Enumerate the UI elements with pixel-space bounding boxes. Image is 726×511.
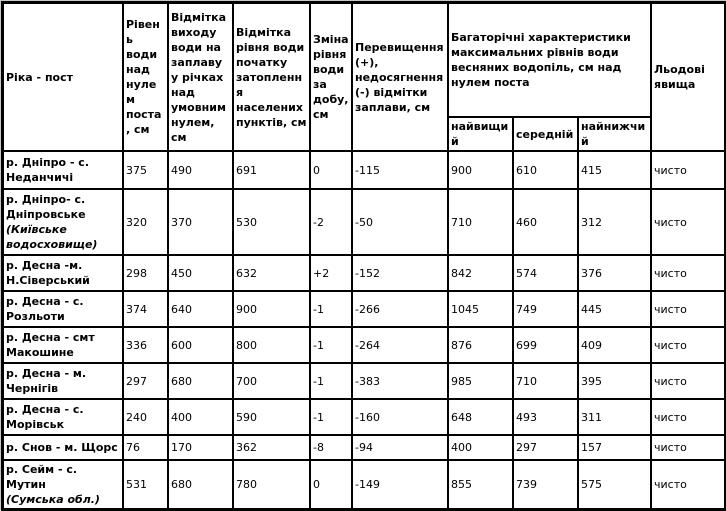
mean-level-cell: 739 [513,460,578,509]
header-row-main [3,3,725,117]
table-row [3,435,725,460]
ice-phenomena-cell: чисто [651,189,725,255]
floodplain-mark-cell: 680 [168,460,233,509]
floodplain-mark-cell: 680 [168,363,233,399]
ice-phenomena-cell: чисто [651,255,725,291]
table-row [3,363,725,399]
highest-level-cell: 648 [448,399,513,435]
settlement-mark-cell: 590 [233,399,310,435]
ice-phenomena-cell: чисто [651,399,725,435]
highest-level-cell: 855 [448,460,513,509]
daily-change-cell: +2 [310,255,352,291]
header-river-post: Ріка - пост [3,3,123,151]
highest-level-cell: 876 [448,327,513,363]
table-row [3,151,725,189]
river-post-name: р. Дніпро- с. Дніпровське [6,193,86,221]
settlement-mark-cell: 900 [233,291,310,327]
floodplain-mark-cell: 490 [168,151,233,189]
daily-change-cell: 0 [310,151,352,189]
mean-level-cell: 699 [513,327,578,363]
daily-change-cell: -1 [310,363,352,399]
header-multiyear-max-levels: Багаторічні характеристики максимальних рівнів води весняних водопіль, см над нулем поста [448,3,651,117]
header-daily-change: Зміна рівня води за добу, см [310,3,352,151]
river-post-cell [3,363,123,399]
daily-change-cell: -1 [310,291,352,327]
daily-change-cell: -8 [310,435,352,460]
settlement-mark-cell: 800 [233,327,310,363]
daily-change-cell: -1 [310,327,352,363]
highest-level-cell: 710 [448,189,513,255]
lowest-level-cell: 409 [578,327,651,363]
river-post-name: р. Десна -м. Н.Сіверський [6,259,90,287]
river-post-note: (Сумська обл.) [6,493,100,506]
water-level-cell: 531 [123,460,168,509]
water-level-cell: 298 [123,255,168,291]
exceedance-cell: -152 [352,255,448,291]
river-post-cell [3,399,123,435]
lowest-level-cell: 376 [578,255,651,291]
ice-phenomena-cell: чисто [651,151,725,189]
floodplain-mark-cell: 370 [168,189,233,255]
exceedance-cell: -383 [352,363,448,399]
river-post-name: р. Десна - с. Морівськ [6,403,84,431]
settlement-mark-cell: 632 [233,255,310,291]
river-post-name: р. Десна - м. Чернігів [6,367,87,395]
floodplain-mark-cell: 170 [168,435,233,460]
river-post-name: р. Сейм - с. Мутин [6,463,78,491]
lowest-level-cell: 395 [578,363,651,399]
table-row [3,327,725,363]
exceedance-cell: -264 [352,327,448,363]
header-settlement-flood-mark: Відмітка рівня води початку затоплення населених пунктів, см [233,3,310,151]
exceedance-cell: -50 [352,189,448,255]
mean-level-cell: 710 [513,363,578,399]
exceedance-cell: -160 [352,399,448,435]
highest-level-cell: 1045 [448,291,513,327]
water-level-cell: 374 [123,291,168,327]
water-level-cell: 336 [123,327,168,363]
river-post-cell [3,151,123,189]
floodplain-mark-cell: 600 [168,327,233,363]
exceedance-cell: -266 [352,291,448,327]
water-level-cell: 375 [123,151,168,189]
exceedance-cell: -149 [352,460,448,509]
river-post-note: (Київське водосховище) [6,223,98,251]
header-ice-phenomena: Льодові явища [651,3,725,151]
subheader-highest: найвищий [448,117,513,151]
mean-level-cell: 749 [513,291,578,327]
exceedance-cell: -94 [352,435,448,460]
lowest-level-cell: 312 [578,189,651,255]
river-post-name: р. Десна - с. Розльоти [6,295,84,323]
table-row [3,460,725,509]
river-post-cell [3,255,123,291]
river-post-name: р. Десна - смт Макошине [6,331,95,359]
ice-phenomena-cell: чисто [651,291,725,327]
water-level-cell: 240 [123,399,168,435]
mean-level-cell: 493 [513,399,578,435]
lowest-level-cell: 157 [578,435,651,460]
settlement-mark-cell: 362 [233,435,310,460]
river-post-cell [3,460,123,509]
table-row [3,255,725,291]
mean-level-cell: 610 [513,151,578,189]
river-post-cell [3,435,123,460]
settlement-mark-cell: 691 [233,151,310,189]
highest-level-cell: 400 [448,435,513,460]
settlement-mark-cell: 780 [233,460,310,509]
daily-change-cell: 0 [310,460,352,509]
daily-change-cell: -2 [310,189,352,255]
river-post-cell [3,291,123,327]
river-post-name: р. Дніпро - с. Неданчичі [6,156,90,184]
header-water-level: Рівень води над нулем поста, см [123,3,168,151]
table-row [3,399,725,435]
floodplain-mark-cell: 640 [168,291,233,327]
highest-level-cell: 842 [448,255,513,291]
water-level-cell: 297 [123,363,168,399]
daily-change-cell: -1 [310,399,352,435]
table-row [3,291,725,327]
mean-level-cell: 297 [513,435,578,460]
ice-phenomena-cell: чисто [651,327,725,363]
river-post-cell [3,189,123,255]
settlement-mark-cell: 700 [233,363,310,399]
ice-phenomena-cell: чисто [651,460,725,509]
lowest-level-cell: 575 [578,460,651,509]
water-level-cell: 76 [123,435,168,460]
ice-phenomena-cell: чисто [651,363,725,399]
floodplain-mark-cell: 400 [168,399,233,435]
lowest-level-cell: 311 [578,399,651,435]
river-post-name: р. Снов - м. Щорс [6,441,118,454]
subheader-mean: середній [513,117,578,151]
lowest-level-cell: 415 [578,151,651,189]
mean-level-cell: 460 [513,189,578,255]
river-post-cell [3,327,123,363]
highest-level-cell: 985 [448,363,513,399]
table-row [3,189,725,255]
water-level-cell: 320 [123,189,168,255]
river-levels-table [1,1,726,511]
lowest-level-cell: 445 [578,291,651,327]
mean-level-cell: 574 [513,255,578,291]
header-floodplain-exit-mark: Відмітка виходу води на заплаву у річках над умовним нулем, см [168,3,233,151]
highest-level-cell: 900 [448,151,513,189]
exceedance-cell: -115 [352,151,448,189]
floodplain-mark-cell: 450 [168,255,233,291]
header-exceedance: Перевищення (+), недосягнення (-) відмітки заплави, см [352,3,448,151]
settlement-mark-cell: 530 [233,189,310,255]
subheader-lowest: найнижчий [578,117,651,151]
ice-phenomena-cell: чисто [651,435,725,460]
